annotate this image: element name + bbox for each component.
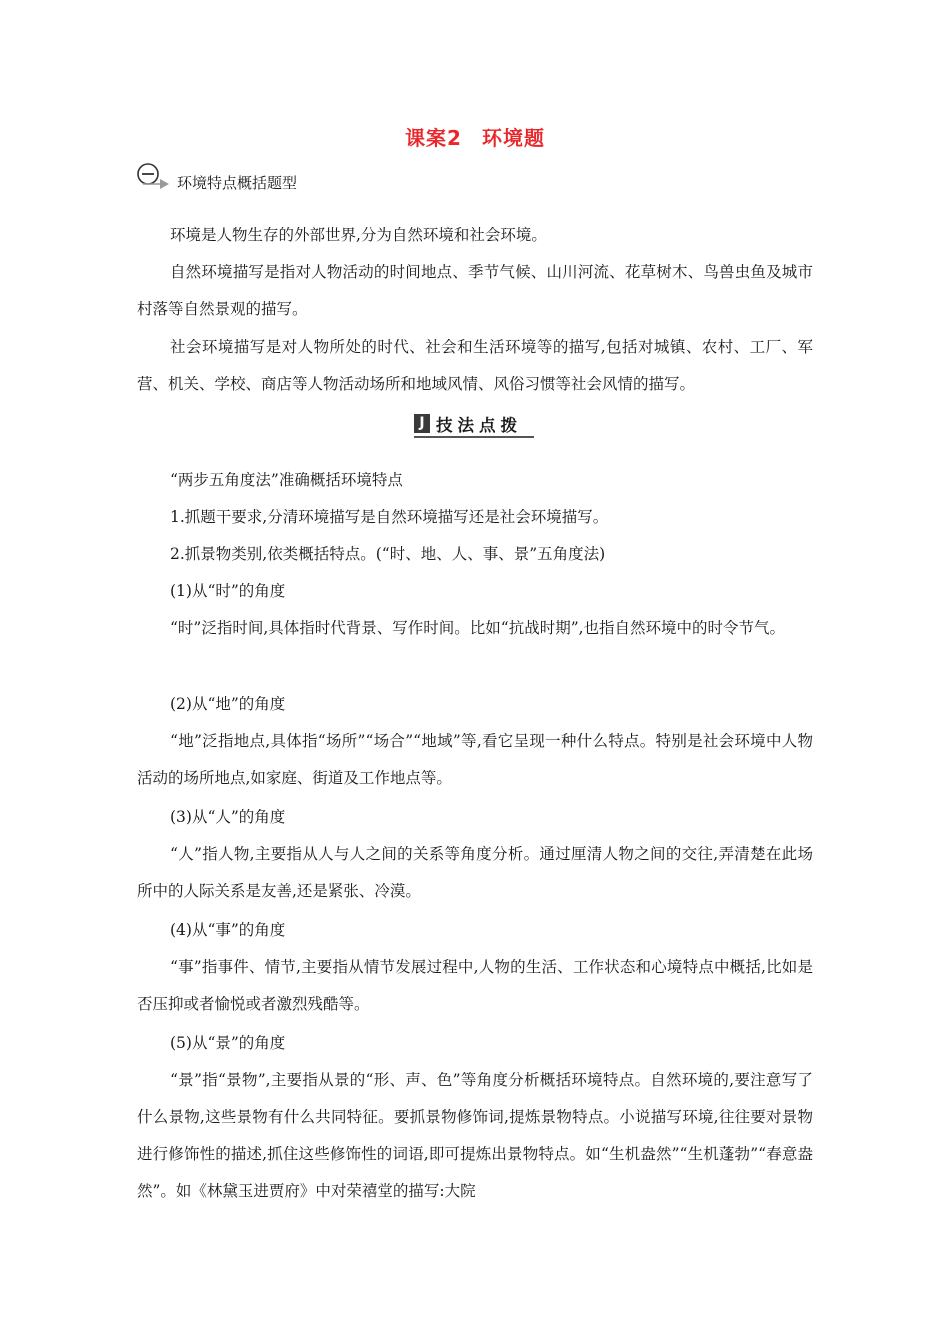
section-heading-label: 环境特点概括题型 — [177, 174, 298, 192]
method-step-2: 2.抓景物类别,依类概括特点。(“时、地、人、事、景”五角度法) — [170, 545, 606, 563]
angle-5-body: “景”指“景物”,主要指从景的“形、声、色”等角度分析概括环境特点。自然环境的,要注意写了什么景物,这些景物有什么共同特征。要抓景物修饰词,提炼景物特点。小说描写环境,往往要对景物进行修饰性的描述,抓住这些修饰性的词语,即可提炼出景物特点。如“生机盎然”“生机蓬勃”“春意盎然”。如《林黛玉进贾府》中对荣禧堂的描写:大院 — [137, 1071, 813, 1200]
angle-1-heading: (1)从“时”的角度 — [170, 582, 286, 600]
intro-paragraph-2: 自然环境描写是指对人物活动的时间地点、季节气候、山川河流、花草树木、鸟兽虫鱼及城市村落等自然景观的描写。 — [137, 263, 813, 318]
tips-badge: J — [414, 414, 430, 433]
angle-4-heading: (4)从“事”的角度 — [170, 921, 286, 939]
title-topic: 环境题 — [481, 126, 545, 150]
minus-circle-arrow-icon — [137, 162, 173, 192]
angle-2-heading: (2)从“地”的角度 — [170, 695, 286, 713]
intro-paragraph-3: 社会环境描写是对人物所处的时代、社会和生活环境等的描写,包括对城镇、农村、工厂、军营、机关、学校、商店等人物活动场所和地域风情、风俗习惯等社会风情的描写。 — [137, 338, 813, 393]
intro-paragraph-1: 环境是人物生存的外部世界,分为自然环境和社会环境。 — [170, 226, 547, 244]
angle-3-body: “人”指人物,主要指从人与人之间的关系等角度分析。通过厘清人物之间的交往,弄清楚在此场所中的人际关系是友善,还是紧张、冷漠。 — [137, 845, 813, 900]
method-step-1: 1.抓题干要求,分清环境描写是自然环境描写还是社会环境描写。 — [170, 508, 609, 526]
angle-5-heading: (5)从“景”的角度 — [170, 1034, 286, 1052]
tips-heading-label: 技法点拨 — [436, 416, 522, 435]
angle-4-body: “事”指事件、情节,主要指从情节发展过程中,人物的生活、工作状态和心境特点中概括,比如是否压抑或者愉悦或者激烈残酷等。 — [137, 958, 813, 1013]
method-heading: “两步五角度法”准确概括环境特点 — [170, 471, 403, 489]
tips-underline — [414, 436, 534, 438]
angle-1-body: “时”泛指时间,具体指时代背景、写作时间。比如“抗战时期”,也指自然环境中的时令节气。 — [170, 619, 786, 637]
title-lesson-number: 课案2 — [405, 126, 462, 150]
page-title — [0, 122, 950, 151]
angle-2-body: “地”泛指地点,具体指“场所”“场合”“地域”等,看它呈现一种什么特点。特别是社会环境中人物活动的场所地点,如家庭、街道及工作地点等。 — [137, 732, 813, 787]
angle-3-heading: (3)从“人”的角度 — [170, 808, 286, 826]
